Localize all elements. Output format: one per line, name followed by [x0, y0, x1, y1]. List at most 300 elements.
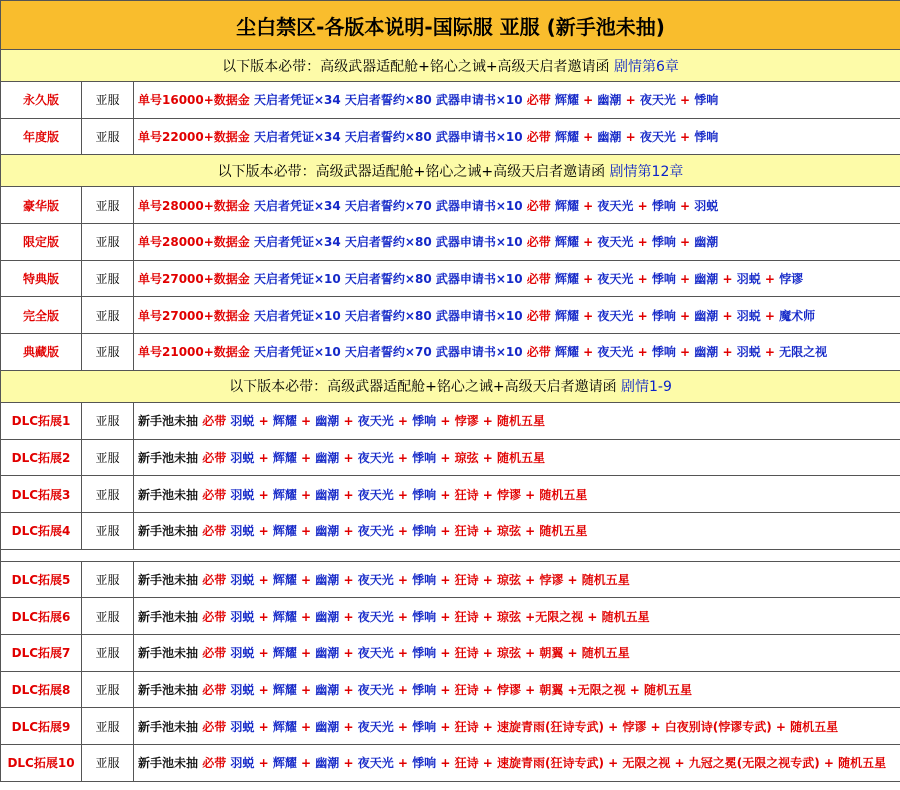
section-header-row: [1, 155, 900, 187]
description-segment: 新手池未抽: [138, 524, 203, 539]
description-segment: 必带: [526, 93, 555, 108]
description-segment: 夜天光: [597, 308, 634, 323]
description-segment: 悸响: [412, 572, 437, 587]
description-segment: 狂诗 + 悖谬 + 朝翼 +无限之视 + 随机五星: [454, 682, 693, 697]
description-segment: 幽潮: [694, 345, 719, 360]
edition-name: 完全版: [1, 297, 82, 334]
description-segment: +: [760, 308, 780, 323]
description-segment: +: [393, 756, 413, 771]
description-segment: 天启者凭证×10: [253, 272, 345, 287]
edition-name: DLC拓展7: [1, 634, 82, 671]
description-segment: +: [393, 719, 413, 734]
description-segment: +: [436, 682, 455, 697]
description-segment: +: [633, 235, 652, 250]
description-segment: +: [296, 487, 316, 502]
description-segment: 单号28000+数据金: [138, 198, 254, 213]
edition-name: DLC拓展5: [1, 561, 82, 598]
edition-description: [134, 402, 900, 439]
server-region: 亚服: [82, 187, 134, 224]
description-segment: 必带: [526, 272, 555, 287]
description-segment: +: [436, 524, 455, 539]
description-segment: 幽潮: [315, 682, 340, 697]
description-segment: +: [296, 756, 316, 771]
table-row: [1, 402, 900, 439]
description-segment: 必带: [202, 646, 231, 661]
description-segment: +: [675, 93, 695, 108]
description-segment: 羽蜕: [230, 646, 255, 661]
description-segment: 必带: [202, 756, 231, 771]
description-segment: 辉耀: [272, 756, 297, 771]
description-segment: 羽蜕: [230, 450, 255, 465]
description-segment: +: [675, 272, 695, 287]
description-segment: +: [296, 572, 316, 587]
description-segment: 新手池未抽: [138, 682, 203, 697]
edition-name: DLC拓展1: [1, 402, 82, 439]
edition-description: [134, 708, 900, 745]
description-segment: +: [718, 308, 737, 323]
description-segment: +: [254, 719, 273, 734]
description-segment: 幽潮: [315, 414, 340, 429]
section-header: [1, 50, 900, 82]
description-segment: 狂诗 + 速旋青雨(狂诗专武) + 悖谬 + 白夜别诗(悖谬专武) + 随机五星: [454, 719, 839, 734]
section-chapter: 剧情第12章: [605, 163, 684, 180]
section-header-row: [1, 370, 900, 402]
description-segment: 必带: [526, 198, 555, 213]
description-segment: 天启者誓约×80: [344, 308, 436, 323]
description-segment: 辉耀: [554, 272, 579, 287]
description-segment: +: [675, 308, 695, 323]
description-segment: 武器申请书×10: [435, 308, 527, 323]
description-segment: 必带: [202, 609, 231, 624]
description-segment: +: [675, 130, 695, 145]
description-segment: 夜天光: [357, 487, 394, 502]
description-segment: 羽蜕: [736, 272, 761, 287]
edition-description: [134, 512, 900, 549]
edition-name: 年度版: [1, 118, 82, 155]
page-title: 尘白禁区-各版本说明-国际服 亚服 (新手池未抽): [1, 1, 900, 50]
description-segment: 辉耀: [272, 609, 297, 624]
section-header-text: 以下版本必带：高级武器适配舱+铭心之诫+高级天启者邀请函: [217, 163, 606, 180]
description-segment: +: [339, 414, 358, 429]
description-segment: 夜天光: [597, 345, 634, 360]
description-segment: 夜天光: [597, 272, 634, 287]
description-segment: 辉耀: [272, 414, 297, 429]
description-segment: 辉耀: [554, 308, 579, 323]
server-region: 亚服: [82, 708, 134, 745]
section-header-text: 以下版本必带：高级武器适配舱+铭心之诫+高级天启者邀请函: [229, 379, 617, 396]
description-segment: 夜天光: [357, 450, 394, 465]
version-table-body: [1, 1, 900, 782]
description-segment: +: [339, 719, 358, 734]
description-segment: 天启者凭证×34: [253, 130, 345, 145]
description-segment: +: [339, 487, 358, 502]
description-segment: 悸响: [651, 272, 676, 287]
description-segment: 悸响: [412, 450, 437, 465]
spacer-row: [1, 549, 900, 561]
description-segment: 幽潮: [694, 272, 719, 287]
description-segment: +: [296, 524, 316, 539]
edition-name: DLC拓展10: [1, 745, 82, 782]
description-segment: 悸响: [694, 130, 719, 145]
description-segment: 武器申请书×10: [435, 272, 527, 287]
description-segment: 幽潮: [315, 450, 340, 465]
description-segment: 辉耀: [554, 345, 579, 360]
description-segment: +: [718, 272, 737, 287]
description-segment: 新手池未抽: [138, 450, 203, 465]
description-segment: 天启者誓约×70: [344, 345, 436, 360]
description-segment: 羽蜕: [230, 487, 255, 502]
edition-description: [134, 187, 900, 224]
edition-description: [134, 297, 900, 334]
description-segment: 新手池未抽: [138, 572, 203, 587]
description-segment: 夜天光: [357, 719, 394, 734]
description-segment: 天启者凭证×34: [253, 93, 345, 108]
description-segment: +: [675, 198, 695, 213]
server-region: 亚服: [82, 476, 134, 513]
edition-name: DLC拓展3: [1, 476, 82, 513]
description-segment: 辉耀: [554, 198, 579, 213]
description-segment: +: [393, 682, 413, 697]
description-segment: +: [436, 609, 455, 624]
description-segment: +: [254, 756, 273, 771]
description-segment: +: [254, 572, 273, 587]
table-row: [1, 598, 900, 635]
description-segment: 必带: [202, 487, 231, 502]
edition-description: [134, 439, 900, 476]
description-segment: +: [339, 609, 358, 624]
description-segment: +: [393, 609, 413, 624]
description-segment: 新手池未抽: [138, 414, 203, 429]
description-segment: 辉耀: [554, 93, 579, 108]
server-region: 亚服: [82, 224, 134, 261]
edition-description: [134, 598, 900, 635]
description-segment: 武器申请书×10: [435, 130, 527, 145]
description-segment: +: [393, 572, 413, 587]
description-segment: +: [296, 609, 316, 624]
description-segment: 必带: [202, 414, 231, 429]
edition-description: [134, 634, 900, 671]
description-segment: 必带: [526, 130, 555, 145]
description-segment: +: [633, 198, 652, 213]
description-segment: +: [579, 272, 598, 287]
description-segment: 新手池未抽: [138, 487, 203, 502]
spacer-cell: [1, 549, 900, 561]
description-segment: +: [579, 130, 598, 145]
description-segment: 天启者誓约×80: [344, 93, 436, 108]
description-segment: +: [633, 308, 652, 323]
description-segment: +: [579, 345, 598, 360]
description-segment: 羽蜕: [230, 682, 255, 697]
description-segment: 武器申请书×10: [435, 93, 527, 108]
description-segment: +: [436, 414, 455, 429]
description-segment: 悸响: [651, 235, 676, 250]
description-segment: 幽潮: [315, 719, 340, 734]
description-segment: 悸响: [412, 524, 437, 539]
server-region: 亚服: [82, 598, 134, 635]
edition-description: [134, 745, 900, 782]
description-segment: 新手池未抽: [138, 646, 203, 661]
table-row: [1, 297, 900, 334]
description-segment: 必带: [526, 308, 555, 323]
description-segment: +: [254, 682, 273, 697]
section-header: [1, 155, 900, 187]
description-segment: 天启者誓约×80: [344, 130, 436, 145]
description-segment: 必带: [202, 450, 231, 465]
description-segment: 悸响: [412, 609, 437, 624]
edition-description: [134, 260, 900, 297]
description-segment: 悸响: [651, 198, 676, 213]
description-segment: 悸响: [694, 93, 719, 108]
description-segment: 狂诗 + 琼弦 + 悖谬 + 随机五星: [454, 572, 630, 587]
table-row: [1, 745, 900, 782]
description-segment: +: [339, 682, 358, 697]
description-segment: 天启者凭证×10: [253, 308, 345, 323]
description-segment: +: [393, 414, 413, 429]
description-segment: 夜天光: [357, 609, 394, 624]
description-segment: 新手池未抽: [138, 719, 203, 734]
description-segment: 悸响: [412, 682, 437, 697]
description-segment: +: [339, 646, 358, 661]
description-segment: +: [254, 487, 273, 502]
description-segment: 幽潮: [315, 572, 340, 587]
description-segment: +: [254, 646, 273, 661]
server-region: 亚服: [82, 402, 134, 439]
description-segment: 夜天光: [597, 198, 634, 213]
description-segment: 武器申请书×10: [435, 235, 527, 250]
description-segment: 悸响: [412, 487, 437, 502]
description-segment: +: [718, 345, 737, 360]
table-row: [1, 334, 900, 371]
edition-name: DLC拓展8: [1, 671, 82, 708]
edition-name: DLC拓展4: [1, 512, 82, 549]
description-segment: +: [254, 450, 273, 465]
server-region: 亚服: [82, 334, 134, 371]
description-segment: 悸响: [651, 308, 676, 323]
description-segment: 必带: [202, 682, 231, 697]
description-segment: 辉耀: [272, 487, 297, 502]
edition-name: DLC拓展9: [1, 708, 82, 745]
table-row: [1, 561, 900, 598]
description-segment: 魔术师: [779, 308, 816, 323]
description-segment: 天启者誓约×80: [344, 235, 436, 250]
server-region: 亚服: [82, 82, 134, 119]
table-row: [1, 224, 900, 261]
description-segment: +: [254, 609, 273, 624]
table-row: [1, 439, 900, 476]
description-segment: 辉耀: [272, 450, 297, 465]
table-row: [1, 118, 900, 155]
table-row: [1, 671, 900, 708]
description-segment: 夜天光: [357, 646, 394, 661]
description-segment: +: [633, 272, 652, 287]
description-segment: 新手池未抽: [138, 756, 203, 771]
description-segment: 必带: [202, 572, 231, 587]
description-segment: +: [436, 487, 455, 502]
description-segment: 幽潮: [597, 93, 622, 108]
description-segment: 天启者凭证×10: [253, 345, 345, 360]
description-segment: 悸响: [651, 345, 676, 360]
description-segment: +: [633, 345, 652, 360]
description-segment: 羽蜕: [230, 524, 255, 539]
description-segment: 辉耀: [554, 130, 579, 145]
description-segment: 羽蜕: [736, 345, 761, 360]
description-segment: +: [436, 646, 455, 661]
server-region: 亚服: [82, 512, 134, 549]
server-region: 亚服: [82, 118, 134, 155]
description-segment: 必带: [526, 235, 555, 250]
description-segment: 夜天光: [357, 756, 394, 771]
table-row: [1, 634, 900, 671]
section-header: [1, 370, 900, 402]
description-segment: 必带: [202, 524, 231, 539]
description-segment: 无限之视: [779, 345, 828, 360]
description-segment: 羽蜕: [230, 572, 255, 587]
description-segment: 单号16000+数据金: [138, 93, 254, 108]
description-segment: +: [675, 235, 695, 250]
title-row: [1, 1, 900, 50]
description-segment: +: [621, 93, 640, 108]
description-segment: 新手池未抽: [138, 609, 203, 624]
description-segment: +: [579, 308, 598, 323]
description-segment: +: [579, 198, 598, 213]
description-segment: 夜天光: [639, 93, 676, 108]
description-segment: 悸响: [412, 719, 437, 734]
description-segment: +: [296, 646, 316, 661]
description-segment: 羽蜕: [230, 719, 255, 734]
description-segment: 夜天光: [639, 130, 676, 145]
description-segment: +: [393, 646, 413, 661]
edition-description: [134, 224, 900, 261]
description-segment: +: [393, 487, 413, 502]
description-segment: +: [254, 414, 273, 429]
section-header-row: [1, 50, 900, 82]
description-segment: +: [436, 756, 455, 771]
table-row: [1, 187, 900, 224]
description-segment: 悸响: [412, 646, 437, 661]
description-segment: 羽蜕: [694, 198, 719, 213]
table-row: [1, 260, 900, 297]
description-segment: 狂诗 + 悖谬 + 随机五星: [454, 487, 588, 502]
description-segment: +: [393, 524, 413, 539]
description-segment: 武器申请书×10: [435, 198, 527, 213]
description-segment: +: [254, 524, 273, 539]
description-segment: +: [579, 235, 598, 250]
description-segment: 幽潮: [315, 609, 340, 624]
description-segment: 幽潮: [315, 487, 340, 502]
description-segment: 武器申请书×10: [435, 345, 527, 360]
edition-description: [134, 561, 900, 598]
description-segment: 辉耀: [272, 682, 297, 697]
description-segment: 夜天光: [357, 682, 394, 697]
edition-description: [134, 671, 900, 708]
description-segment: +: [436, 719, 455, 734]
description-segment: +: [296, 719, 316, 734]
description-segment: 羽蜕: [230, 414, 255, 429]
edition-description: [134, 334, 900, 371]
section-header-text: 以下版本必带：高级武器适配舱+铭心之诫+高级天启者邀请函: [222, 58, 610, 75]
description-segment: +: [579, 93, 598, 108]
edition-name: DLC拓展6: [1, 598, 82, 635]
description-segment: +: [436, 450, 455, 465]
description-segment: 单号22000+数据金: [138, 130, 254, 145]
description-segment: 悖谬: [779, 272, 804, 287]
description-segment: 羽蜕: [736, 308, 761, 323]
description-segment: 辉耀: [554, 235, 579, 250]
server-region: 亚服: [82, 634, 134, 671]
description-segment: 幽潮: [315, 756, 340, 771]
description-segment: +: [339, 572, 358, 587]
server-region: 亚服: [82, 297, 134, 334]
table-row: [1, 708, 900, 745]
description-segment: 狂诗 + 琼弦 +无限之视 + 随机五星: [454, 609, 650, 624]
server-region: 亚服: [82, 260, 134, 297]
description-segment: 夜天光: [357, 414, 394, 429]
edition-description: [134, 82, 900, 119]
description-segment: 羽蜕: [230, 609, 255, 624]
description-segment: 狂诗 + 琼弦 + 朝翼 + 随机五星: [454, 646, 630, 661]
edition-name: 典藏版: [1, 334, 82, 371]
edition-name: 豪华版: [1, 187, 82, 224]
table-row: [1, 82, 900, 119]
description-segment: 悸响: [412, 414, 437, 429]
description-segment: +: [393, 450, 413, 465]
description-segment: 夜天光: [597, 235, 634, 250]
description-segment: 单号28000+数据金: [138, 235, 254, 250]
description-segment: +: [675, 345, 695, 360]
description-segment: 幽潮: [315, 646, 340, 661]
description-segment: +: [339, 450, 358, 465]
description-segment: 天启者誓约×80: [344, 272, 436, 287]
server-region: 亚服: [82, 745, 134, 782]
description-segment: +: [339, 524, 358, 539]
description-segment: +: [296, 450, 316, 465]
description-segment: +: [436, 572, 455, 587]
description-segment: 幽潮: [694, 235, 719, 250]
description-segment: 幽潮: [694, 308, 719, 323]
server-region: 亚服: [82, 561, 134, 598]
edition-description: [134, 118, 900, 155]
description-segment: 悸响: [412, 756, 437, 771]
server-region: 亚服: [82, 439, 134, 476]
section-chapter: 剧情第6章: [609, 58, 679, 75]
description-segment: 辉耀: [272, 524, 297, 539]
description-segment: 天启者凭证×34: [253, 198, 345, 213]
description-segment: +: [760, 272, 780, 287]
edition-name: 限定版: [1, 224, 82, 261]
description-segment: 辉耀: [272, 646, 297, 661]
description-segment: +: [621, 130, 640, 145]
server-region: 亚服: [82, 671, 134, 708]
edition-name: DLC拓展2: [1, 439, 82, 476]
description-segment: +: [760, 345, 780, 360]
description-segment: +: [296, 682, 316, 697]
description-segment: 必带: [202, 719, 231, 734]
description-segment: +: [296, 414, 316, 429]
description-segment: 单号21000+数据金: [138, 345, 254, 360]
edition-name: 特典版: [1, 260, 82, 297]
description-segment: 单号27000+数据金: [138, 272, 254, 287]
description-segment: 必带: [526, 345, 555, 360]
description-segment: +: [339, 756, 358, 771]
description-segment: 单号27000+数据金: [138, 308, 254, 323]
description-segment: 夜天光: [357, 524, 394, 539]
section-chapter: 剧情1-9: [616, 379, 672, 396]
description-segment: 狂诗 + 速旋青雨(狂诗专武) + 无限之视 + 九冠之冕(无限之视专武) + 随机五星: [454, 756, 887, 771]
description-segment: 羽蜕: [230, 756, 255, 771]
description-segment: 琼弦 + 随机五星: [454, 450, 545, 465]
description-segment: 辉耀: [272, 719, 297, 734]
description-segment: 夜天光: [357, 572, 394, 587]
